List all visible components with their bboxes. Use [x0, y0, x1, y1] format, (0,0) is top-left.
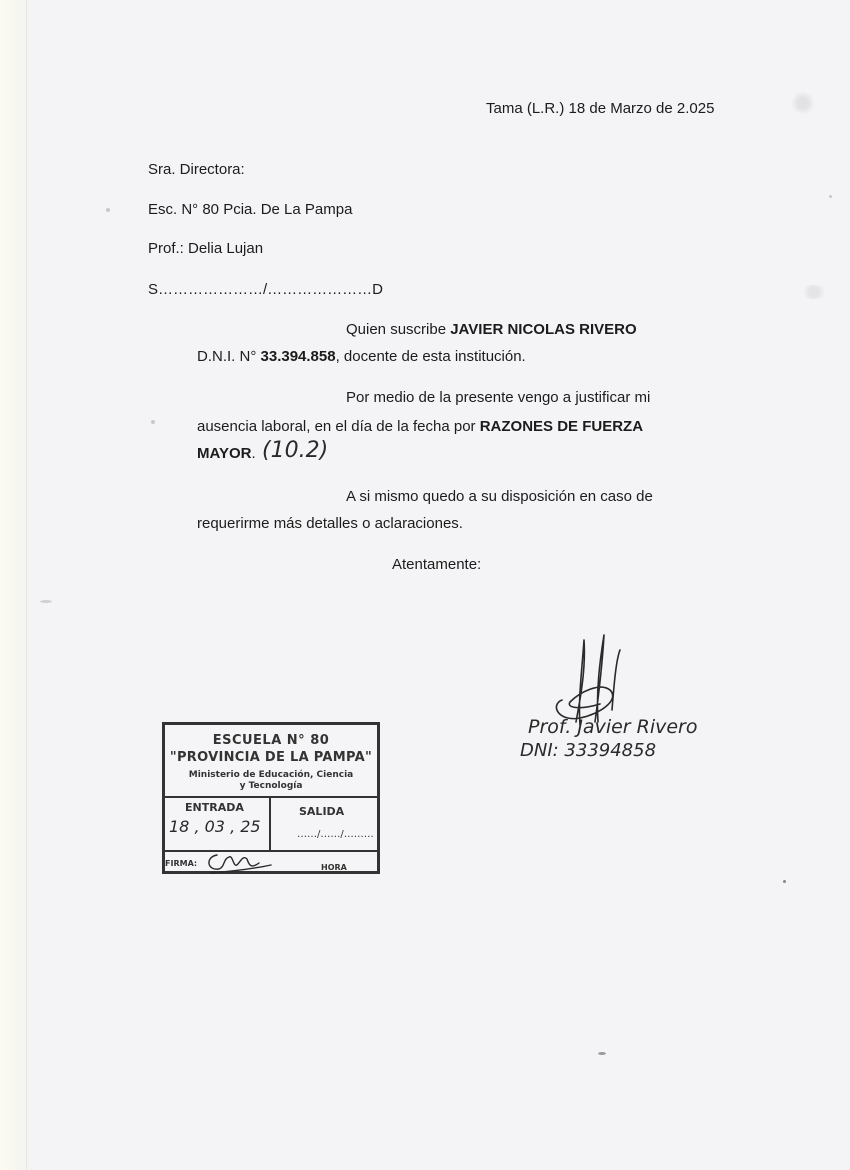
closing-text: Atentamente: [392, 556, 482, 573]
para1-line2 [197, 348, 526, 366]
dni-rest: , docente de esta institución. [335, 348, 526, 365]
para1-line1 [346, 321, 637, 339]
para2-line1: Por medio de la presente vengo a justificar mi [346, 389, 651, 406]
stamp-salida-date: ……/……/……… [297, 829, 374, 840]
scan-speck [829, 195, 832, 198]
stamp-column-divider [269, 798, 271, 850]
signature-scribble [540, 630, 650, 730]
signer-name: JAVIER NICOLAS RIVERO [450, 321, 637, 338]
stamp-ministry: Ministerio de Educación, Ciencia [188, 770, 354, 780]
scan-speck [790, 92, 816, 114]
stamp-firma-scribble [203, 851, 273, 875]
dni-value: 33.394.858 [260, 348, 336, 365]
scan-speck [800, 285, 828, 299]
recipient-title: Sra. Directora: [148, 161, 245, 178]
para1-intro: Quien suscribe [346, 321, 451, 338]
stamp-entrada-date: 18 , 03 , 25 [169, 817, 261, 836]
para3-line2: requerirme más detalles o aclaraciones. [197, 515, 463, 532]
scan-speck [598, 1052, 606, 1055]
scan-speck [106, 208, 110, 212]
recipient-sd-line: S…………………/…………………D [148, 281, 384, 298]
para2-line2-start: ausencia laboral, en el día de la fecha por [197, 418, 480, 435]
stamp-divider [165, 796, 377, 798]
signature-name-line: Prof. Javier Rivero [528, 716, 698, 738]
signature-dni-line: DNI: 33394858 [520, 740, 657, 761]
para3-line1: A si mismo quedo a su disposición en caso de [346, 488, 653, 505]
stamp-hora-label: HORA [321, 863, 347, 872]
school-stamp [162, 722, 380, 874]
recipient-name: Prof.: Delia Lujan [148, 240, 264, 257]
date-line: Tama (L.R.) 18 de Marzo de 2.025 [486, 100, 715, 117]
handwritten-code: (10.2) [262, 438, 329, 463]
paper-fold-line [26, 0, 27, 1170]
scan-speck [151, 420, 155, 424]
para2-line3 [197, 445, 256, 463]
stamp-school-number: ESCUELA N° 80 [212, 733, 330, 748]
para2-reason-bold: RAZONES DE FUERZA [479, 418, 644, 435]
stamp-ministry-cont: y Tecnología [239, 781, 303, 791]
stamp-firma-label: FIRMA: [165, 859, 198, 868]
stamp-entrada-label: ENTRADA [185, 801, 244, 814]
stamp-school-name: "PROVINCIA DE LA PAMPA" [169, 750, 373, 765]
para2-mayor-bold: MAYOR [197, 445, 252, 462]
recipient-school: Esc. N° 80 Pcia. De La Pampa [148, 201, 353, 218]
scan-speck [783, 880, 786, 883]
para2-line3-rest: . [251, 445, 256, 462]
para2-line2 [197, 418, 643, 436]
dni-label: D.N.I. N° [197, 348, 261, 365]
scan-speck [40, 600, 52, 603]
stamp-salida-label: SALIDA [299, 805, 345, 818]
